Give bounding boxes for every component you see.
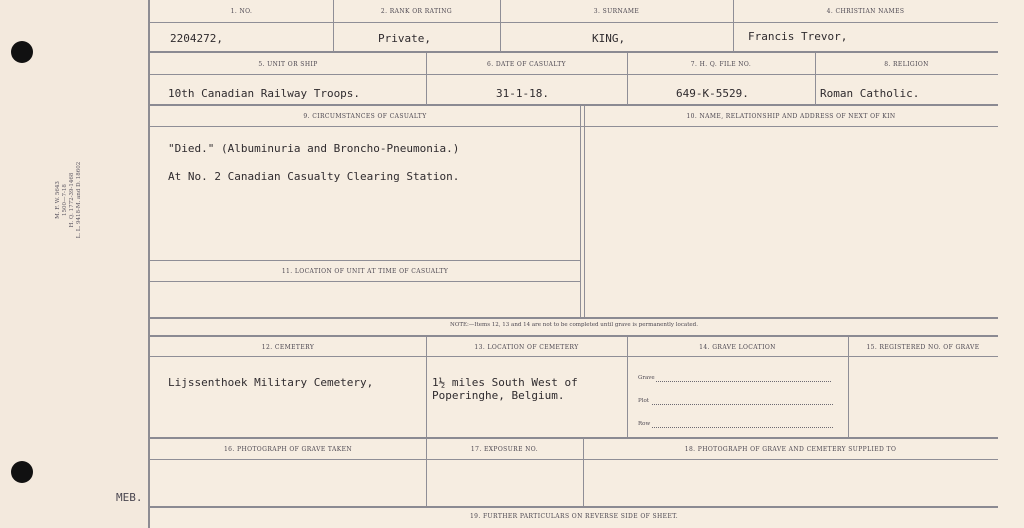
rule <box>150 437 998 439</box>
label-date-casualty: 6. DATE OF CASUALTY <box>486 61 567 68</box>
label-location-cemetery: 13. LOCATION OF CEMETERY <box>474 344 579 351</box>
row-field-line <box>652 427 833 428</box>
rule <box>584 106 585 318</box>
value-religion: Roman Catholic. <box>820 87 920 100</box>
rule <box>150 104 998 106</box>
rule <box>150 126 998 127</box>
value-christian-names: Francis Trevor, <box>748 30 848 43</box>
rule <box>150 74 998 75</box>
margin-marker: MEB. <box>116 491 143 504</box>
value-location-cemetery-line2: Poperinghe, Belgium. <box>432 389 565 402</box>
grave-field-label: Grave <box>638 375 655 381</box>
plot-field-line <box>652 404 833 405</box>
label-christian-names: 4. CHRISTIAN NAMES <box>826 8 905 15</box>
value-cemetery: Lijssenthoek Military Cemetery, <box>168 376 374 389</box>
rule <box>848 337 849 437</box>
rule <box>150 317 998 319</box>
grave-field-line <box>656 381 831 382</box>
form-imprint <box>55 100 85 300</box>
rule <box>580 106 581 318</box>
value-circumstances-line2: At No. 2 Canadian Casualty Clearing Station. <box>168 170 460 183</box>
label-photo-grave: 16. PHOTOGRAPH OF GRAVE TAKEN <box>223 446 353 453</box>
label-religion: 8. RELIGION <box>884 61 929 68</box>
label-hq-file: 7. H. Q. FILE NO. <box>690 61 752 68</box>
imprint-line-4: L. L. 9418-M. and D. 18602 <box>76 161 82 239</box>
rule <box>150 356 998 357</box>
label-further-particulars: 19. FURTHER PARTICULARS ON REVERSE SIDE OF SHEET. <box>469 513 679 520</box>
label-photo-supplied: 18. PHOTOGRAPH OF GRAVE AND CEMETERY SUPPLIED TO <box>684 446 897 453</box>
value-rank: Private, <box>378 32 431 45</box>
label-cemetery: 12. CEMETERY <box>261 344 315 351</box>
label-circumstances: 9. CIRCUMSTANCES OF CASUALTY <box>303 113 427 120</box>
rule <box>150 335 998 337</box>
value-location-cemetery-line1: 1½ miles South West of <box>432 376 578 389</box>
label-registered-no: 15. REGISTERED NO. OF GRAVE <box>866 344 980 351</box>
punch-hole-bottom <box>11 461 33 483</box>
label-grave-location: 14. GRAVE LOCATION <box>699 344 776 351</box>
value-unit: 10th Canadian Railway Troops. <box>168 87 361 100</box>
rule <box>150 281 580 282</box>
label-rank: 2. RANK OR RATING <box>380 8 453 15</box>
rule <box>150 22 998 23</box>
plot-field-label: Plot <box>638 398 649 404</box>
value-date-casualty: 31-1-18. <box>496 87 549 100</box>
label-location-unit: 11. LOCATION OF UNIT AT TIME OF CASUALTY <box>281 268 449 275</box>
imprint-line-2: 1500—7-18 <box>62 184 68 216</box>
label-next-of-kin: 10. NAME, RELATIONSHIP AND ADDRESS OF NEXT OF KIN <box>686 113 896 120</box>
completion-note: NOTE:—Items 12, 13 and 14 are not to be completed until grave is permanently located. <box>450 322 698 328</box>
label-exposure-no: 17. EXPOSURE NO. <box>470 446 539 453</box>
imprint-line-1: M. F. W. 5643 <box>55 181 61 219</box>
value-circumstances-line1: "Died." (Albuminuria and Broncho-Pneumonia.) <box>168 142 460 155</box>
rule <box>150 51 998 53</box>
value-hq-file: 649-K-5529. <box>676 87 749 100</box>
rule <box>627 337 628 437</box>
label-unit: 5. UNIT OR SHIP <box>258 61 318 68</box>
row-field-label: Row <box>638 421 651 427</box>
rule <box>150 459 998 460</box>
value-no: 2204272, <box>170 32 223 45</box>
punch-hole-top <box>11 41 33 63</box>
label-no: 1. NO. <box>230 8 253 15</box>
card-margin <box>0 0 150 528</box>
imprint-line-3: H. Q. 1772-39-1468 <box>69 172 75 228</box>
value-surname: KING, <box>592 32 626 45</box>
label-surname: 3. SURNAME <box>593 8 640 15</box>
rule <box>150 260 580 261</box>
rule <box>150 506 998 508</box>
rule <box>426 337 427 437</box>
